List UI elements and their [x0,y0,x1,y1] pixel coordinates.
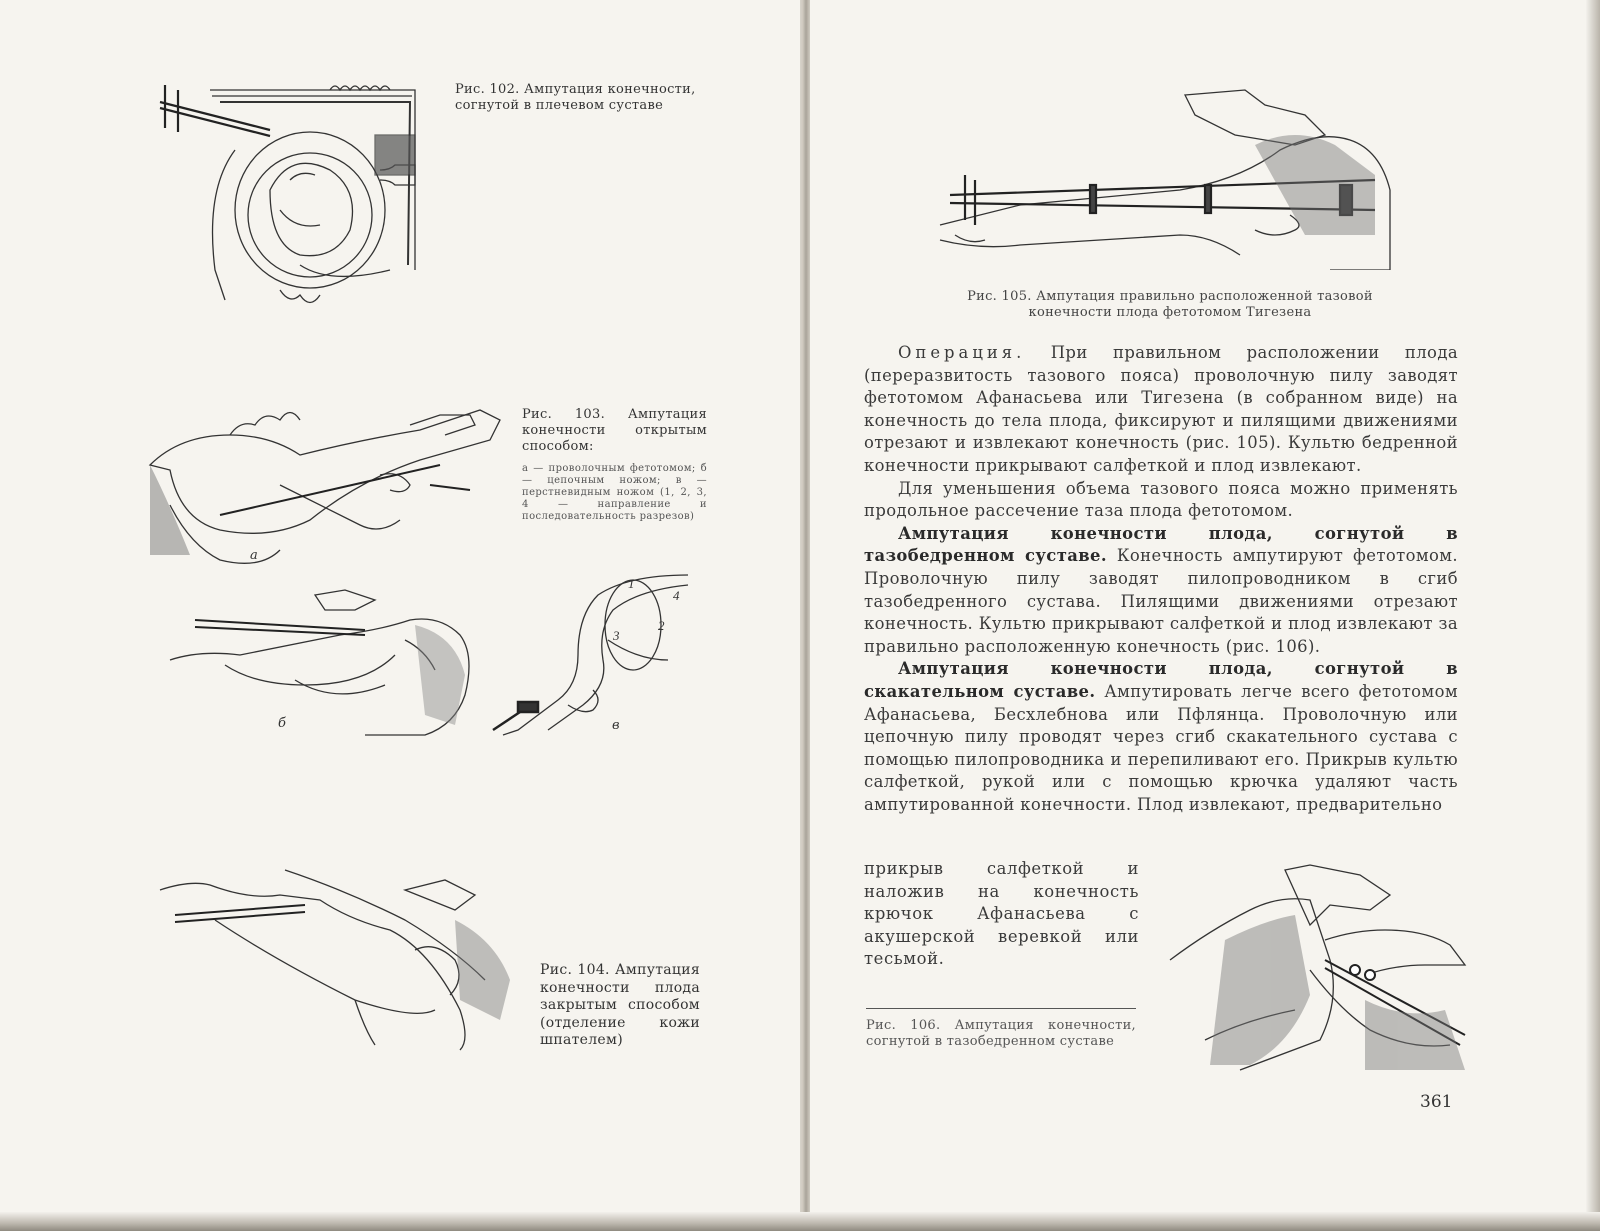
figure-103v-num-2: 2 [658,618,665,633]
paragraph-operation-text: При правильном расположении плода (переразвитость тазового пояса) проволочную пилу заводят фетотомом Афанасьева или Тигезена (в собранном виде) на конечность до тела плода, фиксируют и пилящими движениями отрезают и извлекают конечность (рис. 105). Культю бедренной конечности прикрывают салфеткой и плод извлекают. [864,343,1458,475]
figure-104-caption: Рис. 104. Ампутация конечности плода закрытым способом (отделение кожи шпателем) [540,962,700,1048]
paragraph-operation-lead: Операция. [898,343,1026,362]
figure-102-illustration [150,80,420,305]
figure-103a-label: а [250,548,259,563]
figure-103v-label: в [612,718,620,733]
figure-103v-num-3: 3 [613,628,620,643]
caption-rule [866,1008,1136,1009]
figure-103-legend: а — проволочным фетотомом; б — цепочным ножом; в — перстневидным ножом (1, 2, 3, 4 — направление и последовательность разрезов) [522,463,707,522]
main-text-block [864,342,1458,816]
page-number: 361 [1420,1092,1453,1112]
figure-105-illustration [935,85,1395,270]
figure-102-caption: Рис. 102. Ампутация конечности, согнутой в плечевом суставе [455,82,696,113]
book-edge-right [1586,0,1600,1231]
paragraph-hip-text: Конечность ампутируют фетотомом. Проволочную пилу заводят пилопроводником в сгиб тазобедренного сустава. Пилящими движениями отрезают конечность. Культю прикрывают салфеткой и плод извлекают за правильно расположенную конечность (рис. 106). [864,546,1459,656]
figure-103v-num-4: 4 [673,588,680,603]
figure-105-caption: Рис. 105. Ампутация правильно расположенной тазовой конечности плода фетотомом Тигезена [967,289,1373,320]
figure-103b-label: б [278,716,287,731]
paragraph-pelvis: Для уменьшения объема тазового пояса можно применять продольное рассечение таза плода фетотомом. [864,478,1458,521]
paragraph-hock-wrap: прикрыв салфеткой и наложив на конечность крючок Афанасьева с акушерской веревкой или тесьмой. [864,859,1139,969]
right-page [810,0,1600,1231]
paragraph-hock-heading: Ампутация конечности плода, согнутой в скакательном суставе. [864,659,1458,701]
paragraph-hip [864,523,1458,659]
figure-103-title: Рис. 103. Ампутация конечности открытым способом: [522,407,707,454]
book-edge-bottom [0,1212,1600,1231]
figure-106-illustration [1165,860,1470,1075]
figure-103a-illustration [140,405,510,575]
figure-103b-illustration [165,585,475,740]
paragraph-hock [864,658,1458,816]
paragraph-hock-text: Ампутировать легче всего фетотомом Афанасьева, Бесхлебнова или Пфлянца. Проволочную или цепочную пилу проводят через сгиб скакательного сустава с помощью пилопроводника и перепиливают его. Прикрыв культю салфеткой, рукой или с помощью крючка удаляют часть ампутированной конечности. Плод извлекают, предварительно [864,681,1458,814]
figure-106-caption: Рис. 106. Ампутация конечности, согнутой в тазобедренном суставе [866,1018,1136,1049]
paragraph-hip-heading: Ампутация конечности плода, согнутой в тазобедренном суставе. [864,523,1458,566]
figure-103v-num-1: 1 [628,576,635,591]
figure-103v-illustration [488,570,693,740]
paragraph-operation [864,342,1458,478]
figure-104-illustration [155,860,525,1060]
